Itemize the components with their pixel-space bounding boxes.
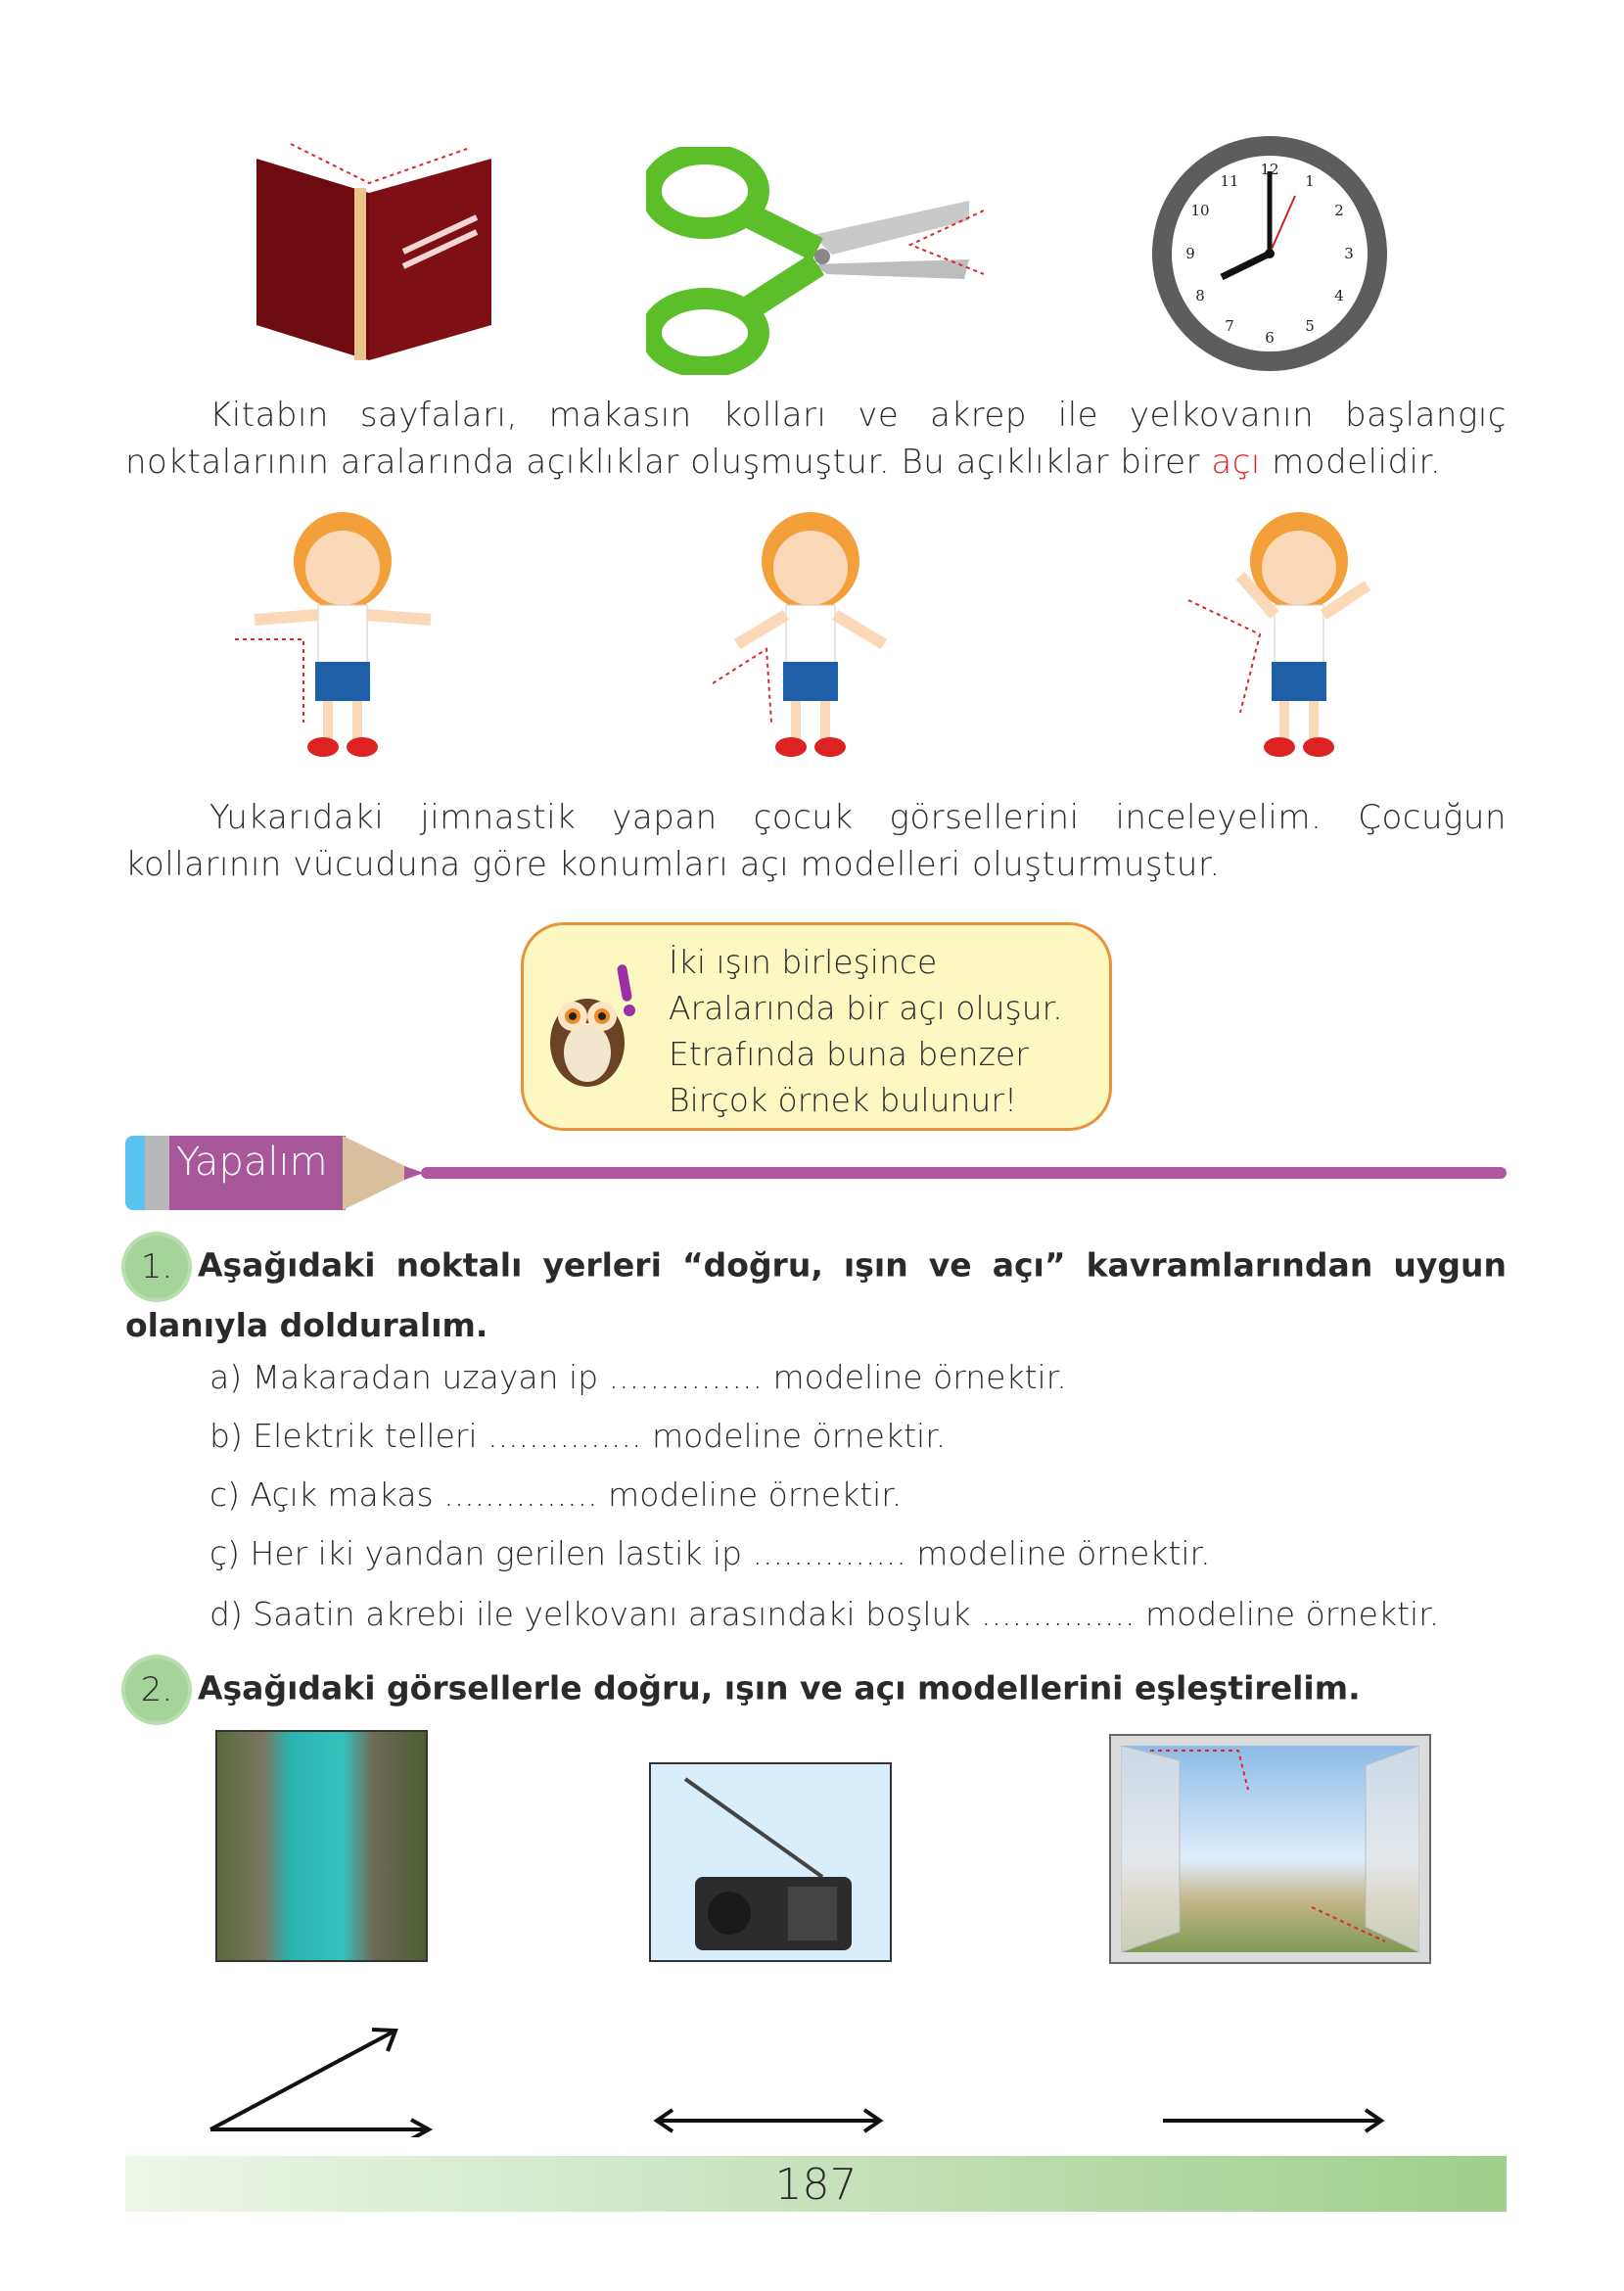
intro-text: Kitabın sayfaları, makasın kolları ve akrep ile yelkovanın başlangıç noktalarının aralarında açıklıklar oluşmuştur. Bu açıklıklar birer <box>125 396 1507 482</box>
fill-item-d: d) Saatin akrebi ile yelkovanı arasındaki boşluk ............... modeline örnektir. <box>209 1595 1440 1633</box>
clock-image <box>1148 132 1392 376</box>
clock-number: 12 <box>1260 161 1279 178</box>
highlight-word: açı <box>1211 443 1261 482</box>
book-image <box>256 139 491 360</box>
clock-number: 11 <box>1220 172 1239 190</box>
question-number-badge: 1. <box>125 1236 188 1298</box>
section-title: Yapalım <box>176 1140 328 1185</box>
angle-model-icon <box>206 2022 436 2137</box>
fill-item-b: b) Elektrik telleri ............... modeline örnektir. <box>209 1417 947 1455</box>
gym-paragraph <box>125 794 1507 888</box>
question-1-text: Aşağıdaki noktalı yerleri “doğru, ışın ve açı” kavramlarından uygun olanıyla dolduralım. <box>125 1245 1507 1344</box>
clock-number: 10 <box>1190 202 1210 219</box>
clock-number: 5 <box>1305 317 1315 335</box>
pencil-line <box>421 1167 1507 1179</box>
clock-number: 9 <box>1185 245 1195 262</box>
gym-text: Yukarıdaki jimnastik yapan çocuk görsellerini inceleyelim. Çocuğun kollarının vücuduna göre konumları açı modelleri oluşturmuştur. <box>125 798 1507 884</box>
question-2 <box>125 1659 1507 1721</box>
fill-item-c-cedilla: ç) Her iki yandan gerilen lastik ip ............... modeline örnektir. <box>209 1534 1211 1572</box>
window-image <box>1111 1736 1429 1962</box>
question-1 <box>125 1236 1507 1353</box>
clock-number: 4 <box>1334 287 1344 304</box>
clock-number: 2 <box>1334 202 1344 219</box>
radio-image <box>649 1762 892 1962</box>
fill-item-a: a) Makaradan uzayan ip ............... modeline örnektir. <box>209 1358 1067 1396</box>
clock-number: 7 <box>1225 317 1234 335</box>
clock-number: 6 <box>1265 329 1275 347</box>
clock-number: 3 <box>1344 245 1354 262</box>
intro-paragraph <box>125 392 1507 486</box>
note-line: İki ışın birleşince <box>669 943 938 981</box>
fill-item-c: c) Açık makas ............... modeline örnektir. <box>209 1475 903 1514</box>
line-model-icon <box>651 2105 886 2136</box>
page-number: 187 <box>774 2160 858 2210</box>
note-line: Etrafında buna benzer <box>669 1035 1029 1073</box>
page-footer <box>125 2156 1507 2212</box>
ray-model-icon <box>1160 2105 1387 2136</box>
question-2-text: Aşağıdaki görsellerle doğru, ışın ve açı modellerini eşleştirelim. <box>198 1668 1361 1707</box>
section-header-pencil <box>125 1134 429 1212</box>
note-line: Aralarında bir açı oluşur. <box>669 989 1063 1027</box>
note-line: Birçok örnek bulunur! <box>669 1081 1018 1119</box>
intro-text-end: modelidir. <box>1260 443 1442 482</box>
question-number-badge: 2. <box>125 1659 188 1721</box>
clock-number: 8 <box>1195 287 1205 304</box>
owl-icon <box>534 959 651 1097</box>
gymnast-girl-image-1 <box>235 507 441 764</box>
clock-number: 1 <box>1305 172 1315 190</box>
gymnast-girl-image-2 <box>713 507 889 764</box>
scissors-image <box>646 147 984 375</box>
note-box <box>521 922 1112 1131</box>
gymnast-girl-image-3 <box>1186 507 1374 764</box>
river-image <box>215 1730 428 1962</box>
